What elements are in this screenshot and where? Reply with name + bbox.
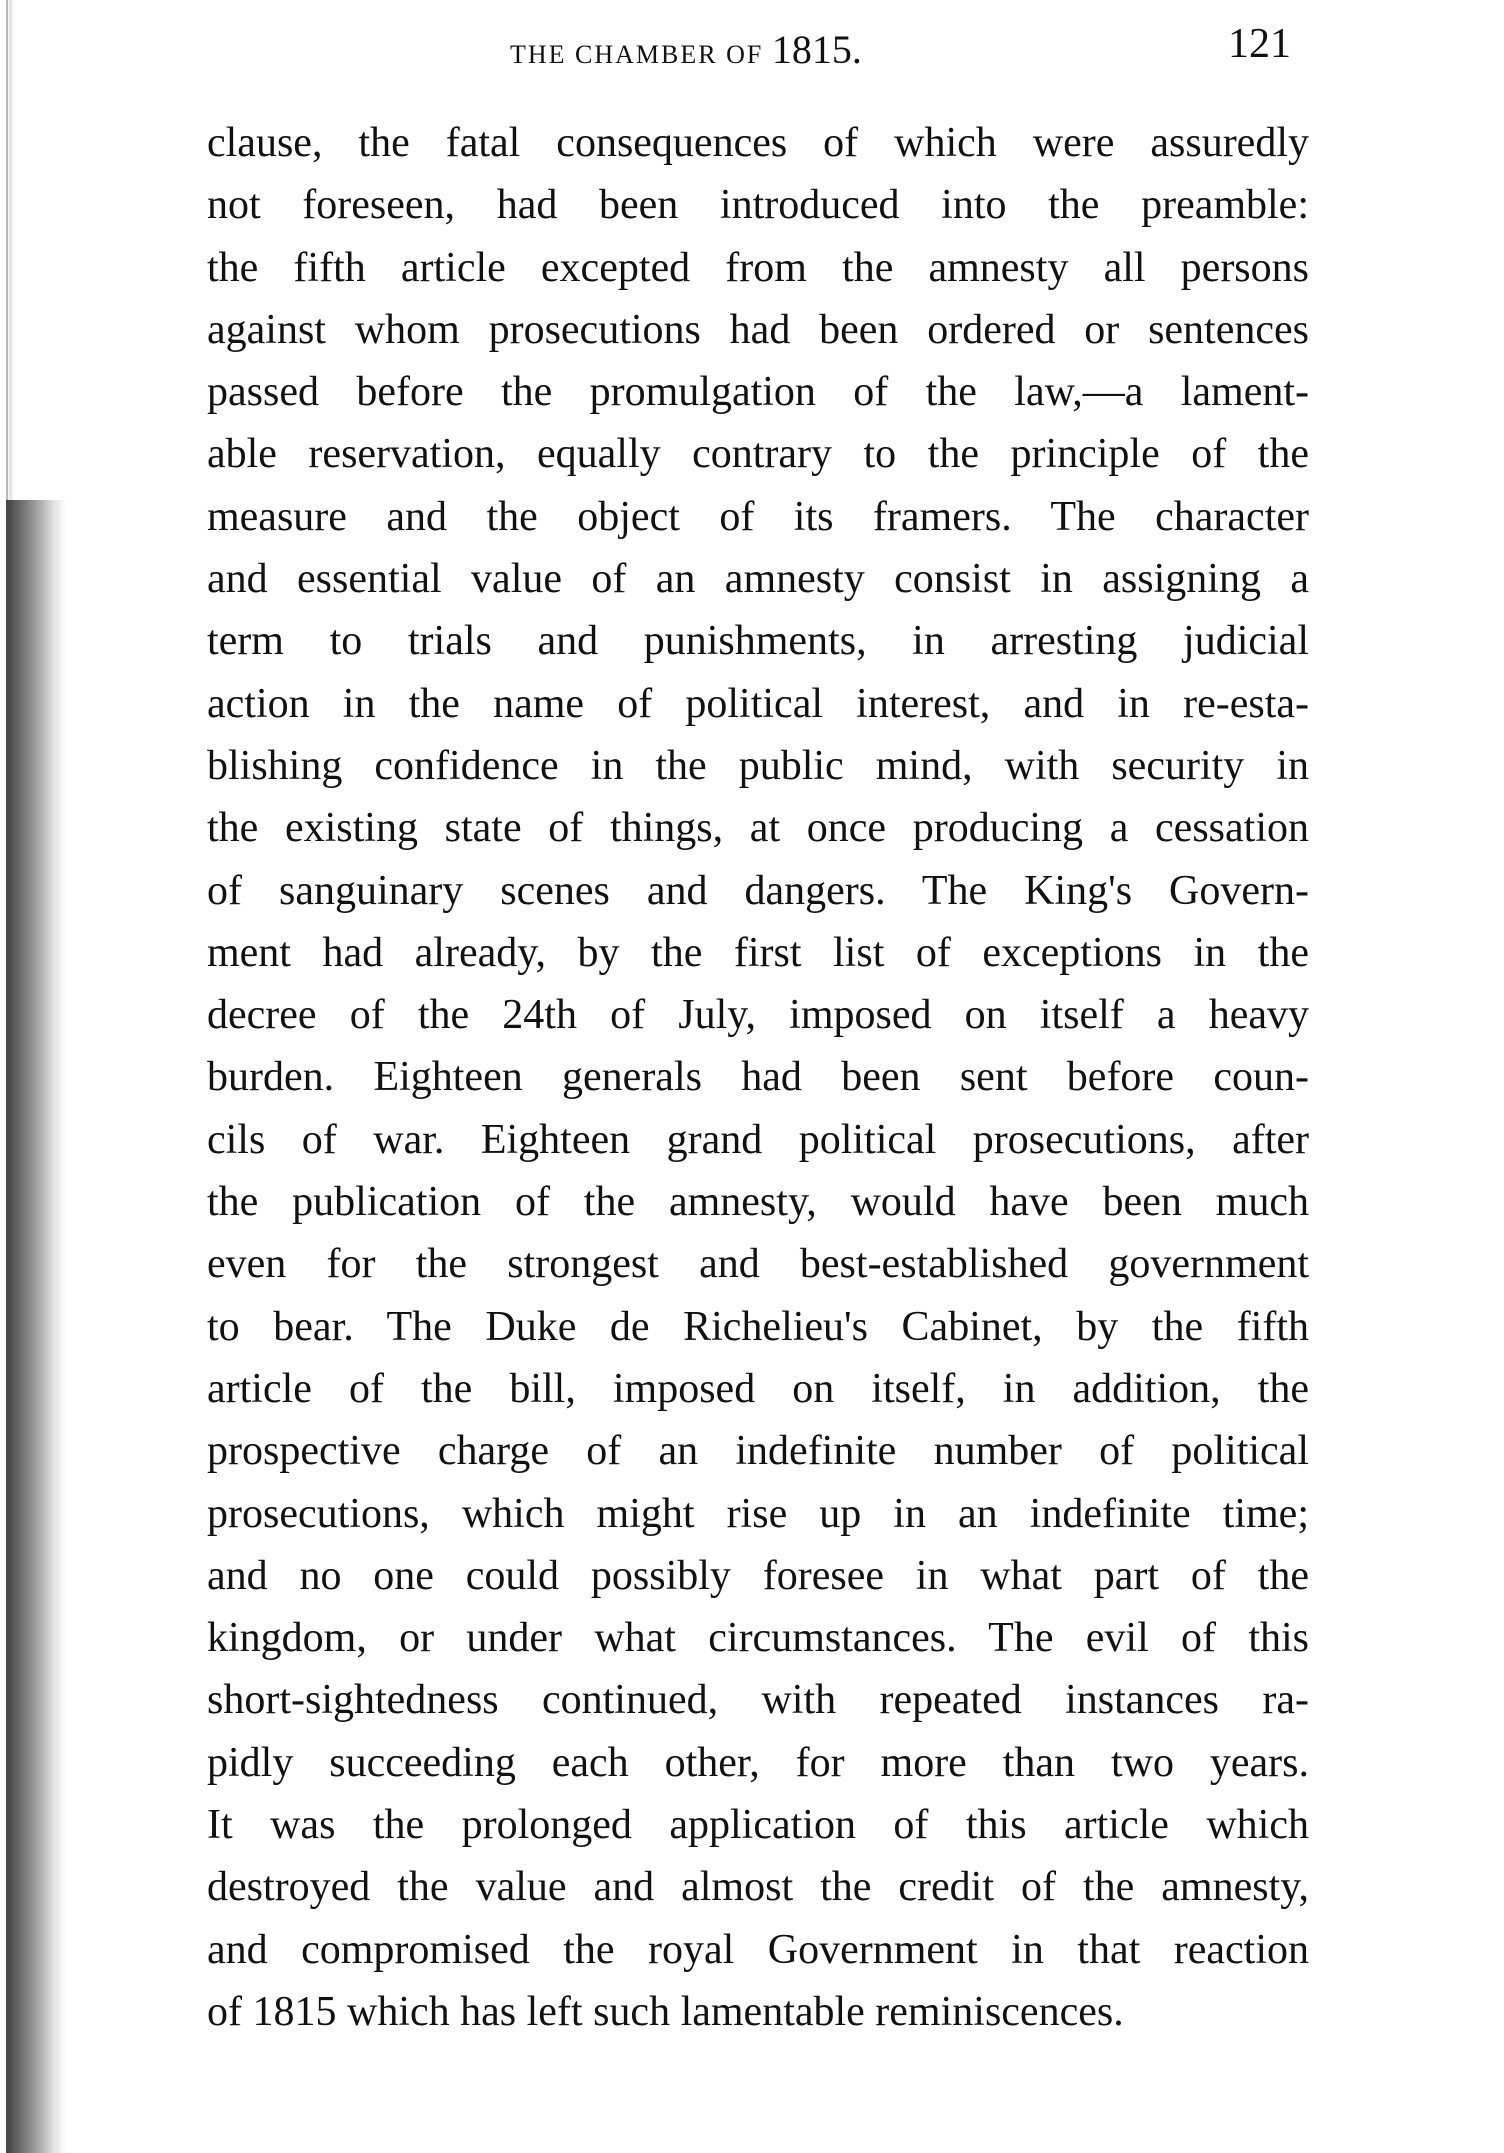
- text-line: of sanguinary scenes and dangers. The King's Govern-: [207, 867, 1309, 914]
- text-line: of 1815 which has left such lamentable reminiscences.: [207, 1988, 1124, 2035]
- text-line: article of the bill, imposed on itself, in addition, the: [207, 1365, 1309, 1412]
- text-line: action in the name of political interest, and in re-esta-: [207, 680, 1309, 727]
- page-number: 121: [1228, 21, 1291, 67]
- text-line: prospective charge of an indefinite number of political: [207, 1428, 1309, 1475]
- text-line: the existing state of things, at once producing a cessation: [207, 805, 1309, 852]
- text-line: even for the strongest and best-established government: [207, 1241, 1309, 1288]
- text-line: pidly succeeding each other, for more than two years.: [207, 1739, 1309, 1786]
- text-line: passed before the promulgation of the law,—a lament-: [207, 369, 1309, 416]
- text-line: measure and the object of its framers. The character: [207, 493, 1309, 540]
- binding-line: [6, 0, 8, 500]
- text-line: ment had already, by the first list of exceptions in the: [207, 929, 1309, 976]
- text-line: and essential value of an amnesty consist in assigning a: [207, 556, 1309, 603]
- text-line: not foreseen, had been introduced into the preamble:: [207, 182, 1309, 229]
- text-line: the fifth article excepted from the amnesty all persons: [207, 244, 1309, 291]
- text-line: the publication of the amnesty, would have been much: [207, 1179, 1309, 1226]
- text-line: prosecutions, which might rise up in an indefinite time;: [207, 1490, 1309, 1537]
- page-header: [0, 20, 1504, 70]
- running-title-text: THE CHAMBER OF: [510, 40, 764, 69]
- text-line: short-sightedness continued, with repeated instances ra-: [207, 1677, 1309, 1724]
- text-line: decree of the 24th of July, imposed on itself a heavy: [207, 992, 1309, 1039]
- binding-shadow: [6, 500, 66, 2153]
- text-line: term to trials and punishments, in arresting judicial: [207, 618, 1309, 665]
- text-line: It was the prolonged application of this article which: [207, 1802, 1309, 1849]
- text-line: clause, the fatal consequences of which were assuredly: [207, 120, 1309, 166]
- text-line: and compromised the royal Government in that reaction: [207, 1926, 1309, 1973]
- text-line: kingdom, or under what circumstances. The evil of this: [207, 1615, 1309, 1662]
- running-title: [510, 26, 862, 73]
- text-line: burden. Eighteen generals had been sent before coun-: [207, 1054, 1309, 1101]
- text-line: cils of war. Eighteen grand political prosecutions, after: [207, 1116, 1309, 1163]
- text-line: against whom prosecutions had been ordered or sentences: [207, 306, 1309, 353]
- text-line: destroyed the value and almost the credit of the amnesty,: [207, 1864, 1309, 1911]
- text-line: and no one could possibly foresee in what part of the: [207, 1552, 1309, 1599]
- text-line: able reservation, equally contrary to the principle of the: [207, 431, 1309, 478]
- text-line: blishing confidence in the public mind, with security in: [207, 742, 1309, 789]
- running-title-year: 1815.: [771, 27, 862, 72]
- body-text: [207, 112, 1309, 2043]
- text-line: to bear. The Duke de Richelieu's Cabinet, by the fifth: [207, 1303, 1309, 1350]
